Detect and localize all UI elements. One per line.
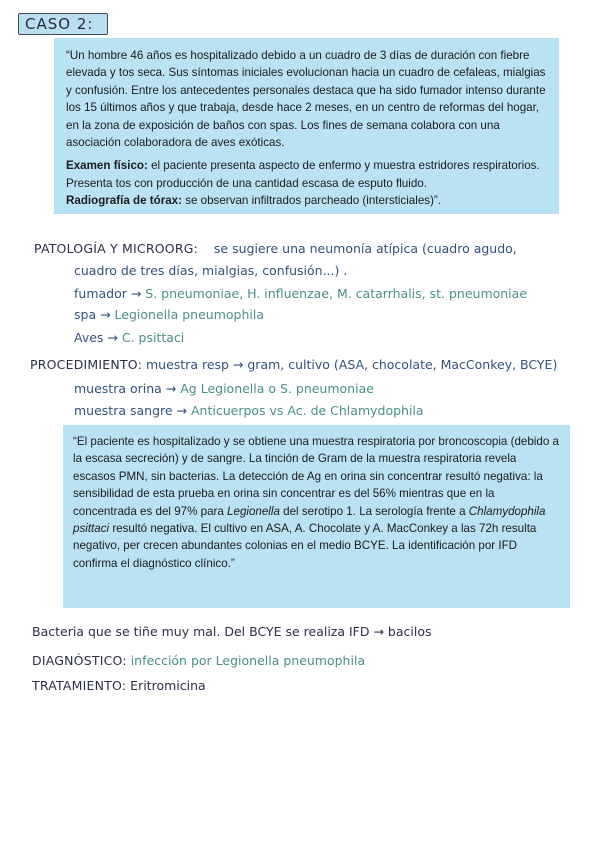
results-italic-chlamydophila: Chlamydophila psittaci [73, 504, 546, 536]
exam-label: Examen físico: [66, 159, 148, 173]
urine-sample-test: Ag Legionella o S. pneumoniae [176, 381, 374, 396]
pathology-line [34, 241, 517, 256]
birds-organism: C. psittaci [117, 330, 185, 345]
smoker-label: fumador → [74, 286, 142, 301]
results-text-2: del serotipo 1. La serología frente a [279, 504, 469, 518]
spa-line [74, 307, 264, 322]
exam-paragraph [66, 157, 547, 209]
pathology-heading: PATOLOGÍA Y MICROORG: [34, 241, 199, 256]
results-italic-legionella: Legionella [227, 504, 280, 518]
xray-text: se observan infiltrados parcheado (intersticiales)”. [181, 194, 442, 208]
urine-sample-line [74, 381, 374, 396]
bacteria-note: Bacteria que se tiñe muy mal. Del BCYE se realiza IFD → bacilos [32, 624, 432, 639]
results-paragraph [73, 433, 560, 572]
treatment-value: Eritromicina [126, 678, 206, 693]
birds-line [74, 330, 184, 345]
diagnosis-value: infección por Legionella pneumophila [126, 653, 366, 668]
blood-sample-line [74, 403, 424, 418]
smoker-line [74, 286, 527, 301]
diagnosis-line [32, 653, 365, 668]
diagnosis-label: DIAGNÓSTICO: [32, 653, 127, 668]
spa-organism: Legionella pneumophila [110, 307, 264, 322]
treatment-line [32, 678, 206, 693]
spa-label: spa → [74, 307, 111, 322]
blood-sample-label: muestra sangre → [74, 403, 188, 418]
urine-sample-label: muestra orina → [74, 381, 177, 396]
case-label: CASO 2: [25, 15, 94, 33]
results-text-3: resultó negativa. El cultivo en ASA, A. Chocolate y A. MacConkey a las 72h resulta negativo, per crecen abundantes colonias en el medio BCYE. La identificación por IFD confirma el diagnóstico clínico.” [73, 522, 537, 570]
procedure-line [30, 357, 557, 372]
smoker-organisms: S. pneumoniae, H. influenzae, M. catarrhalis, st. pneumoniae [141, 286, 528, 301]
case-label-badge [18, 13, 108, 35]
pathology-line-2: cuadro de tres días, mialgias, confusión...) . [74, 263, 348, 278]
case-description-paragraph: “Un hombre 46 años es hospitalizado debido a un cuadro de 3 días de duración con fiebre elevada y tos seca. Sus síntomas iniciales evolucionan hacia un cuadro de cefaleas, mialgias y confusión. Entre los antecedentes personales destaca que ha sido fumador intenso durante los 15 últimos años y que trabaja, desde hace 2 meses, en un centro de reformas del hogar, en la zona de exposición de baños con spas. Los fines de semana colabora con una asociación colaboradora de aves exóticas. [66, 49, 546, 150]
results-box [63, 425, 570, 608]
procedure-heading: PROCEDIMIENTO: [30, 357, 142, 372]
results-text-1: “El paciente es hospitalizado y se obtiene una muestra respiratoria por broncoscopia (debido a la escasa secreción) y de sangre. La tinción de Gram de la muestra respiratoria revela escasos PMN, sin bacterias. La detección de Ag en orina sin concentrar resultó negativa: la sensibilidad de esta prueba en orina sin concentrar es del 56% mientras que en la concentrada es del 97% para [73, 435, 559, 518]
treatment-label: TRATAMIENTO: [32, 678, 127, 693]
exam-text: el paciente presenta aspecto de enfermo y muestra estridores respiratorios. Presenta tos con producción de una cantidad escasa de esputo fluido. [66, 159, 540, 190]
procedure-text: muestra resp → gram, cultivo (ASA, chocolate, MacConkey, BCYE) [142, 357, 558, 372]
pathology-text: se sugiere una neumonía atípica (cuadro agudo, [198, 241, 517, 256]
xray-label: Radiografía de tórax: [66, 194, 182, 208]
birds-label: Aves → [74, 330, 118, 345]
case-description-box [54, 38, 559, 214]
blood-sample-test: Anticuerpos vs Ac. de Chlamydophila [187, 403, 424, 418]
